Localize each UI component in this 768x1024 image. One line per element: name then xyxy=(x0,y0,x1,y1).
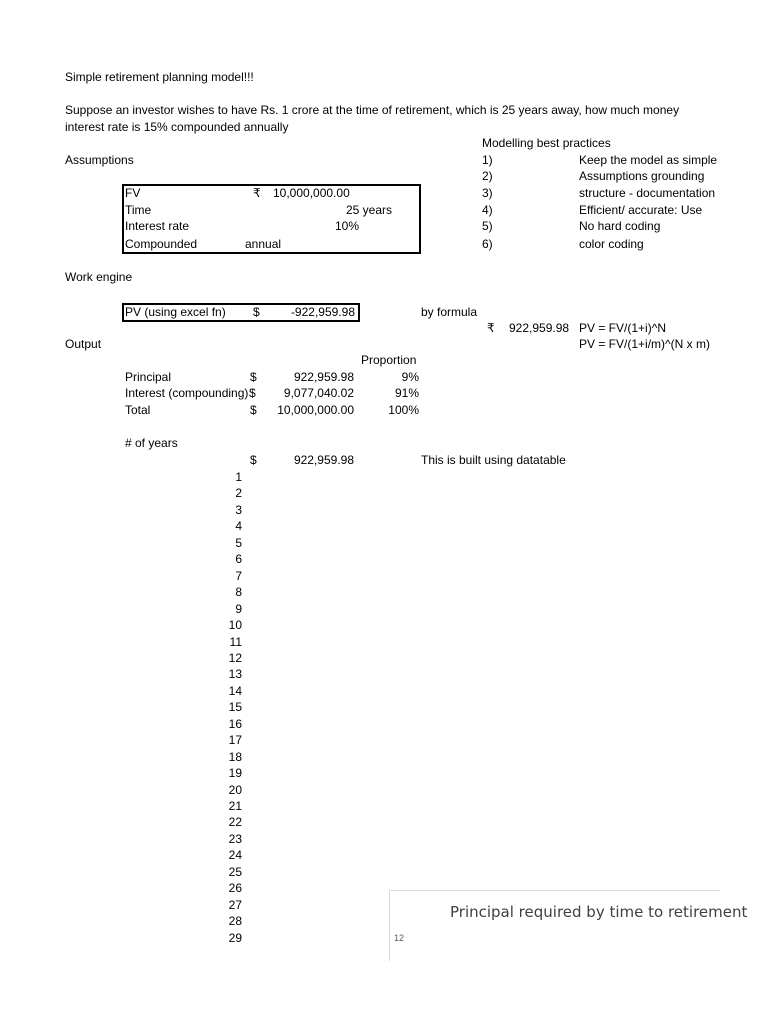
year-cell: 21 xyxy=(228,799,242,813)
pv-value: -922,959.98 xyxy=(290,305,355,319)
year-cell: 3 xyxy=(235,502,242,517)
best-practice-num: 4) xyxy=(482,203,493,217)
year-cell: 11 xyxy=(229,634,242,649)
formula-value: 922,959.98 xyxy=(509,321,570,335)
formula-currency: ₹ xyxy=(487,321,495,335)
best-practices-heading: Modelling best practices xyxy=(482,136,611,150)
output-row-value: 10,000,000.00 xyxy=(277,403,354,417)
year-cell: 22 xyxy=(228,815,242,830)
best-practice-text: Efficient/ accurate: Use xyxy=(579,203,703,217)
year-cell: 28 xyxy=(228,914,242,929)
interest-rate-label: Interest rate xyxy=(125,219,190,233)
year-cell: 5 xyxy=(235,535,242,550)
best-practice-num: 5) xyxy=(482,219,493,233)
best-practice-num: 2) xyxy=(482,169,493,183)
best-practice-text: color coding xyxy=(579,237,644,251)
year-cell: 10 xyxy=(228,618,242,633)
pv-label: PV (using excel fn) xyxy=(125,305,226,319)
assumptions-heading: Assumptions xyxy=(65,153,134,167)
year-cell: 6 xyxy=(235,552,242,567)
year-cell: 8 xyxy=(235,585,242,600)
output-row-label: Total xyxy=(125,403,151,417)
output-row-currency: $ xyxy=(249,386,256,400)
output-row-value: 9,077,040.02 xyxy=(283,386,354,400)
year-cell: 16 xyxy=(228,716,242,731)
time-label: Time xyxy=(125,203,152,217)
best-practice-text: Keep the model as simple xyxy=(579,153,718,167)
year-cell: 1 xyxy=(235,470,242,484)
formula-compounded: PV = FV/(1+i/m)^(N x m) xyxy=(579,337,710,351)
output-row-label: Principal xyxy=(125,370,172,384)
year-cell: 7 xyxy=(235,568,242,583)
output-heading: Output xyxy=(65,337,102,351)
output-row-proportion: 100% xyxy=(388,403,419,417)
year-cell: 29 xyxy=(228,930,242,945)
year-cell: 27 xyxy=(228,897,242,912)
work-engine-heading: Work engine xyxy=(65,270,133,284)
time-value: 25 years xyxy=(345,203,392,217)
compounded-value: annual xyxy=(245,237,282,251)
year-cell: 14 xyxy=(228,683,242,698)
year-cell: 4 xyxy=(235,519,242,534)
output-row-proportion: 9% xyxy=(401,370,419,384)
year-cell: 2 xyxy=(235,486,242,501)
pv-currency: $ xyxy=(253,305,260,319)
datatable-note: This is built using datatable xyxy=(421,453,566,467)
output-row-proportion: 91% xyxy=(394,386,419,400)
chart-panel[interactable] xyxy=(389,890,748,961)
best-practice-num: 1) xyxy=(482,153,493,167)
interest-rate-value: 10% xyxy=(334,219,359,233)
datatable-value: 922,959.98 xyxy=(293,453,354,467)
problem-statement-line-2: interest rate is 15% compounded annually xyxy=(65,120,289,134)
year-cell: 15 xyxy=(228,700,242,715)
proportion-header: Proportion xyxy=(361,353,417,367)
year-cell: 20 xyxy=(228,782,242,797)
year-cell: 18 xyxy=(228,749,242,764)
chart-y-tick-label: 12 xyxy=(394,933,405,943)
by-formula-label: by formula xyxy=(421,305,478,319)
year-cell: 24 xyxy=(228,848,242,863)
year-cell: 25 xyxy=(228,864,242,879)
best-practice-num: 6) xyxy=(482,237,493,251)
year-cell: 19 xyxy=(228,766,242,781)
years-heading: # of years xyxy=(125,436,178,450)
year-cell: 13 xyxy=(228,667,242,682)
year-cell: 17 xyxy=(228,733,242,748)
problem-statement-line-1: Suppose an investor wishes to have Rs. 1 crore at the time of retirement, which is 25 years away, how much money xyxy=(65,103,680,117)
output-row-currency: $ xyxy=(250,403,257,417)
output-row-value: 922,959.98 xyxy=(293,370,354,384)
datatable-currency: $ xyxy=(250,453,257,467)
output-row-label: Interest (compounding) xyxy=(125,386,249,400)
chart-title: Principal required by time to retirement xyxy=(450,903,748,921)
year-cell: 26 xyxy=(228,881,242,896)
year-cell: 12 xyxy=(228,650,242,665)
fv-currency: ₹ xyxy=(253,186,261,200)
year-cell: 9 xyxy=(235,601,242,616)
year-cell: 23 xyxy=(228,831,242,846)
fv-label: FV xyxy=(125,186,141,200)
formula-annual: PV = FV/(1+i)^N xyxy=(579,321,666,335)
output-row-currency: $ xyxy=(250,370,257,384)
sheet-title: Simple retirement planning model!!! xyxy=(65,70,254,84)
best-practice-text: structure - documentation xyxy=(579,186,716,200)
best-practice-num: 3) xyxy=(482,186,493,200)
best-practice-text: No hard coding xyxy=(579,219,661,233)
best-practice-text: Assumptions grounding xyxy=(579,169,705,183)
compounded-label: Compounded xyxy=(125,237,198,251)
fv-value: 10,000,000.00 xyxy=(273,186,350,200)
